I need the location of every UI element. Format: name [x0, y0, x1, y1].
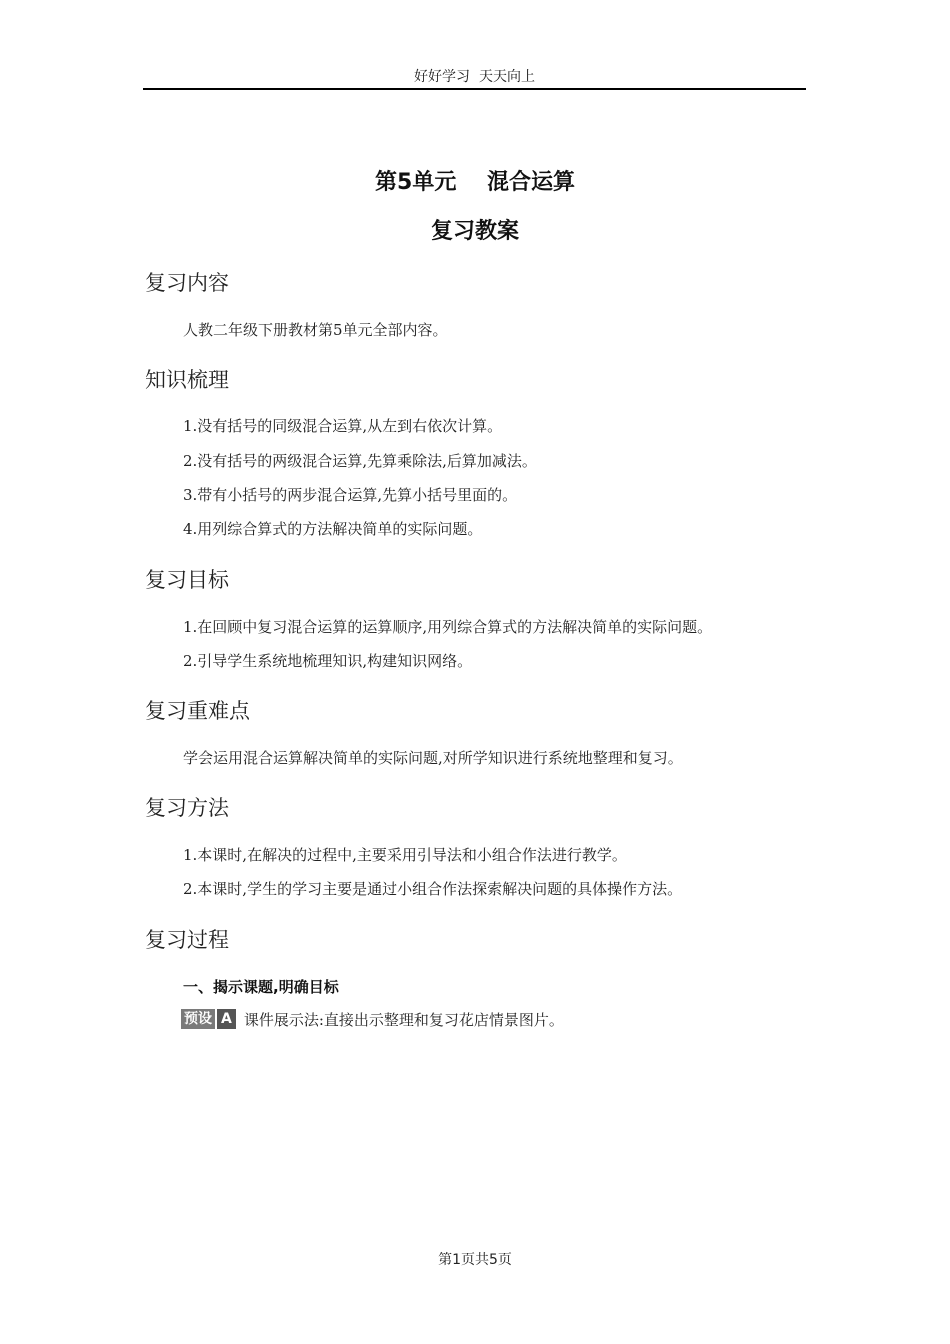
section-heading-knowledge: 知识梳理 [145, 368, 229, 392]
section-heading-key-points: 复习重难点 [145, 699, 250, 723]
preset-a-row [181, 1008, 564, 1030]
knowledge-item: 1.没有括号的同级混合运算,从左到右依次计算。 [183, 417, 503, 435]
process-sub-heading: 一、揭示课题,明确目标 [183, 978, 339, 996]
section-heading-content: 复习内容 [145, 271, 229, 295]
preset-badge-label: 预设 [181, 1009, 215, 1029]
method-item: 2.本课时,学生的学习主要是通过小组合作法探索解决问题的具体操作方法。 [183, 880, 683, 898]
content-text: 人教二年级下册教材第5单元全部内容。 [183, 321, 448, 339]
preset-text: 课件展示法:直接出示整理和复习花店情景图片。 [243, 1010, 564, 1029]
goal-item: 2.引导学生系统地梳理知识,构建知识网络。 [183, 652, 473, 670]
section-heading-process: 复习过程 [145, 928, 229, 952]
page-footer: 第1页共5页 [438, 1252, 512, 1268]
section-heading-goals: 复习目标 [145, 568, 229, 592]
preset-badge [181, 1009, 236, 1029]
key-points-text: 学会运用混合运算解决简单的实际问题,对所学知识进行系统地整理和复习。 [183, 749, 683, 767]
preset-badge-letter: A [217, 1009, 236, 1029]
knowledge-item: 2.没有括号的两级混合运算,先算乘除法,后算加减法。 [183, 452, 537, 470]
method-item: 1.本课时,在解决的过程中,主要采用引导法和小组合作法进行教学。 [183, 846, 627, 864]
document-subtitle: 复习教案 [430, 219, 519, 244]
document-title: 第5单元 混合运算 [375, 170, 575, 195]
knowledge-item: 3.带有小括号的两步混合运算,先算小括号里面的。 [183, 486, 518, 504]
page-header [143, 66, 806, 90]
knowledge-item: 4.用列综合算式的方法解决简单的实际问题。 [183, 520, 483, 538]
goal-item: 1.在回顾中复习混合运算的运算顺序,用列综合算式的方法解决简单的实际问题。 [183, 618, 713, 636]
header-text: 好好学习 天天向上 [414, 69, 535, 85]
section-heading-methods: 复习方法 [145, 796, 229, 820]
